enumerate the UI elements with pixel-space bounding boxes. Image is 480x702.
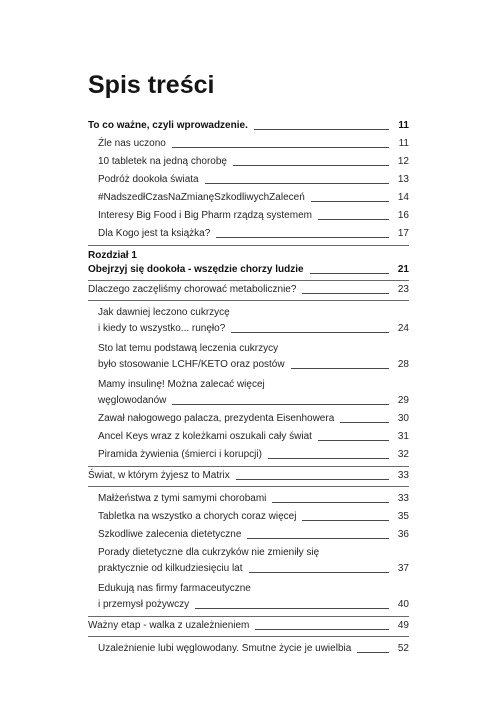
toc-section[interactable]: Dlaczego zaczęliśmy chorować metabolicznie? 23 [88, 284, 409, 295]
page-title: Spis treści [88, 71, 215, 99]
toc-entry-multiline[interactable]: Sto lat temu podstawą leczenia cukrzycy było stosowanie LCHF/KETO oraz postów 28 [98, 343, 409, 370]
toc-entry-multiline[interactable]: Jak dawniej leczono cukrzycę i kiedy to wszystko... runęło? 24 [98, 307, 409, 334]
toc-entry-label: To co ważne, czyli wprowadzenie. [88, 120, 248, 131]
toc-entry[interactable]: Podróż dookoła świata 13 [98, 174, 409, 185]
toc-entry-label: Obejrzyj się dookoła - wszędzie chorzy ludzie [88, 264, 304, 275]
toc-entry[interactable]: Zawał nałogowego palacza, prezydenta Eisenhowera 30 [98, 413, 409, 424]
toc-entry-multiline[interactable]: Edukują nas firmy farmaceutyczne i przemysł pożywczy 40 [98, 583, 409, 610]
chapter-heading: Rozdział 1 [88, 250, 137, 261]
toc-entry-multiline[interactable]: Porady dietetyczne dla cukrzyków nie zmieniły się praktycznie od kilkudziesięciu lat 37 [98, 547, 409, 574]
toc-entry[interactable]: Tabletka na wszystko a chorych coraz więcej 35 [98, 511, 409, 522]
toc-entry[interactable]: 10 tabletek na jedną chorobę 12 [98, 156, 409, 167]
toc-entry[interactable]: Źle nas uczono 11 [98, 138, 409, 149]
toc-entry[interactable]: Dla Kogo jest ta książka? 17 [98, 228, 409, 239]
toc-entry-multiline[interactable]: Mamy insulinę! Można zalecać więcej węglowodanów 29 [98, 379, 409, 406]
toc-entry[interactable]: Piramida żywienia (śmierci i korupcji) 32 [98, 449, 409, 460]
toc-entry-page: 11 [398, 120, 409, 131]
toc-entry[interactable]: #NadszedłCzasNaZmianęSzkodliwychZaleceń 14 [98, 192, 409, 203]
toc-entry-intro[interactable] [88, 120, 409, 132]
toc-entry-chapter-1[interactable]: Obejrzyj się dookoła - wszędzie chorzy ludzie 21 [88, 264, 409, 275]
toc-entry[interactable]: Małżeństwa z tymi samymi chorobami 33 [98, 493, 409, 504]
toc-entry[interactable]: Ancel Keys wraz z koleżkami oszukali cały świat 31 [98, 431, 409, 442]
table-of-contents [88, 120, 409, 655]
dot-leader [254, 129, 389, 130]
toc-entry[interactable]: Szkodliwe zalecenia dietetyczne 36 [98, 529, 409, 540]
toc-entry[interactable]: Interesy Big Food i Big Pharm rządzą systemem 16 [98, 210, 409, 221]
toc-section[interactable]: Świat, w którym żyjesz to Matrix 33 [88, 470, 409, 481]
toc-entry[interactable]: Uzależnienie lubi węglowodany. Smutne życie je uwielbia 52 [98, 643, 409, 654]
toc-section[interactable]: Ważny etap - walka z uzależnieniem 49 [88, 620, 409, 631]
